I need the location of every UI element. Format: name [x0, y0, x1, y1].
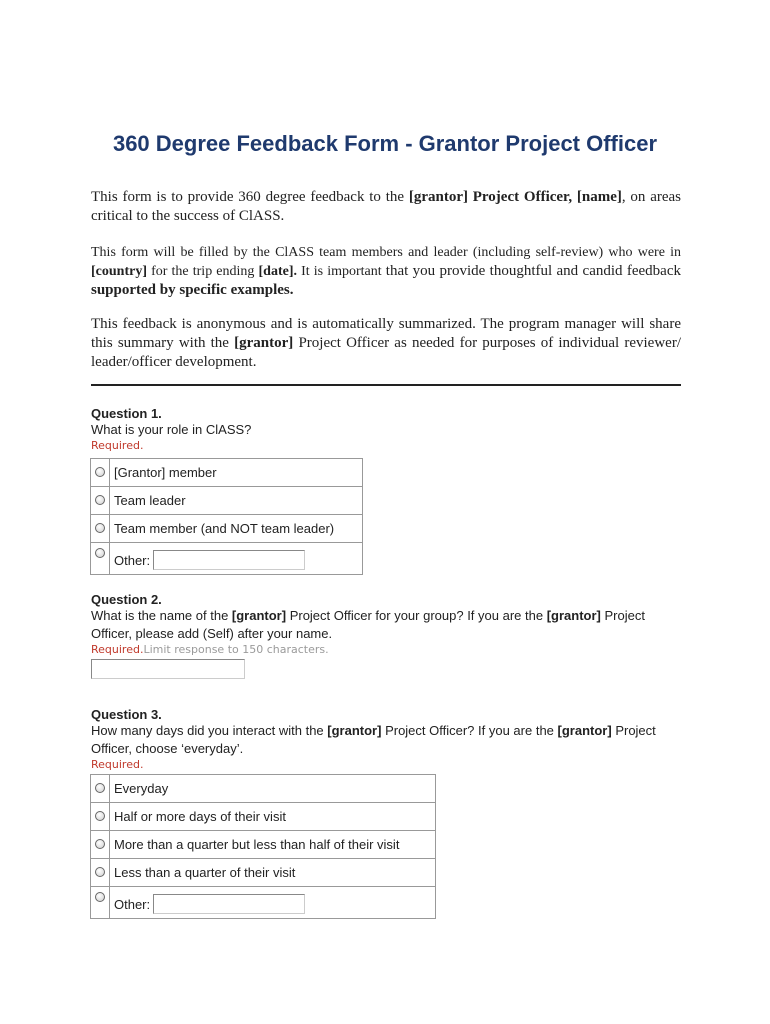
page-title: 360 Degree Feedback Form - Grantor Project Officer [112, 131, 658, 156]
q3-option-row[interactable] [91, 775, 436, 803]
q1-other-input[interactable] [153, 550, 305, 570]
required-label: Required. [91, 439, 144, 452]
question-2 [91, 592, 681, 656]
intro-bold-text: [grantor] Project Officer, [name] [408, 189, 622, 205]
intro-text: It is important [297, 264, 386, 279]
question-text-bold: [grantor] [557, 723, 612, 738]
radio-button-icon[interactable] [95, 495, 105, 505]
option-label: Everyday [110, 775, 436, 803]
q2-name-input[interactable] [91, 659, 245, 679]
radio-button-icon[interactable] [95, 548, 105, 558]
question-1 [91, 406, 681, 452]
question-text-part: Project Officer, choose ‘everyday’. [91, 723, 656, 756]
option-label: Team leader [110, 487, 363, 515]
option-label: Half or more days of their visit [110, 803, 436, 831]
intro-text: This feedback is anonymous and is automatically summarized. The program manager will share this summary with the [91, 316, 681, 351]
question-text-part: Project Officer for your group? If you are the [286, 608, 547, 623]
q1-option-row[interactable] [91, 487, 363, 515]
question-text-part: How many days did you interact with the [91, 723, 328, 738]
radio-button-icon[interactable] [95, 892, 105, 902]
required-label [91, 643, 681, 656]
question-text-bold: [grantor] [546, 608, 601, 623]
q3-other-input[interactable] [153, 894, 305, 914]
q3-other-row[interactable] [91, 887, 436, 919]
question-text-part: Project Officer? If you are the [381, 723, 558, 738]
q1-options-table [90, 458, 363, 575]
radio-button-icon[interactable] [95, 467, 105, 477]
intro-bold-text: [country] [91, 264, 147, 279]
character-limit-note: Limit response to 150 characters. [143, 643, 329, 656]
q3-option-row[interactable] [91, 831, 436, 859]
radio-button-icon[interactable] [95, 783, 105, 793]
intro-text: This form is to provide 360 degree feedback to the [91, 189, 409, 205]
intro-text: , on areas critical to the success of ClASS. [91, 189, 681, 224]
question-number: Question 2. [91, 592, 162, 607]
intro-bold-text: supported by specific examples. [91, 282, 294, 298]
other-label: Other: [114, 896, 151, 912]
question-text-part: What is the name of the [91, 608, 232, 623]
intro-text: that you provide thoughtful and candid feedback [385, 263, 682, 279]
question-text-part: Project Officer, please add (Self) after your name. [91, 608, 645, 641]
option-label: Team member (and NOT team leader) [110, 515, 363, 543]
intro-bold-text: [grantor] [234, 335, 294, 351]
radio-button-icon[interactable] [95, 811, 105, 821]
intro-bold-text: [date]. [258, 264, 298, 279]
q3-option-row[interactable] [91, 803, 436, 831]
radio-button-icon[interactable] [95, 523, 105, 533]
intro-paragraph-2 [91, 243, 681, 300]
other-label: Other: [114, 552, 151, 568]
question-text [91, 607, 681, 643]
required-label: Required. [91, 758, 144, 771]
question-text-bold: [grantor] [327, 723, 382, 738]
option-label: Less than a quarter of their visit [110, 859, 436, 887]
q1-option-row[interactable] [91, 515, 363, 543]
q1-option-row[interactable] [91, 459, 363, 487]
radio-button-icon[interactable] [95, 839, 105, 849]
question-text: What is your role in ClASS? [91, 422, 252, 437]
intro-text: for the trip ending [147, 264, 259, 279]
section-divider [91, 384, 681, 386]
option-label: More than a quarter but less than half of their visit [110, 831, 436, 859]
q3-options-table [90, 774, 436, 919]
required-text: Required. [91, 643, 144, 656]
q1-other-row[interactable] [91, 543, 363, 575]
radio-button-icon[interactable] [95, 867, 105, 877]
intro-paragraph-1 [91, 188, 681, 226]
intro-text: Project Officer as needed for purposes of individual reviewer/ leader/officer development. [91, 335, 681, 370]
q3-option-row[interactable] [91, 859, 436, 887]
intro-paragraph-3 [91, 315, 681, 372]
question-text-bold: [grantor] [231, 608, 287, 623]
question-3 [91, 707, 681, 771]
intro-text: This form will be filled by the ClASS team members and leader (including self-review) who were in [91, 245, 681, 260]
question-number: Question 1. [91, 406, 162, 421]
question-number: Question 3. [91, 707, 162, 722]
option-label: [Grantor] member [110, 459, 363, 487]
question-text [91, 722, 681, 758]
